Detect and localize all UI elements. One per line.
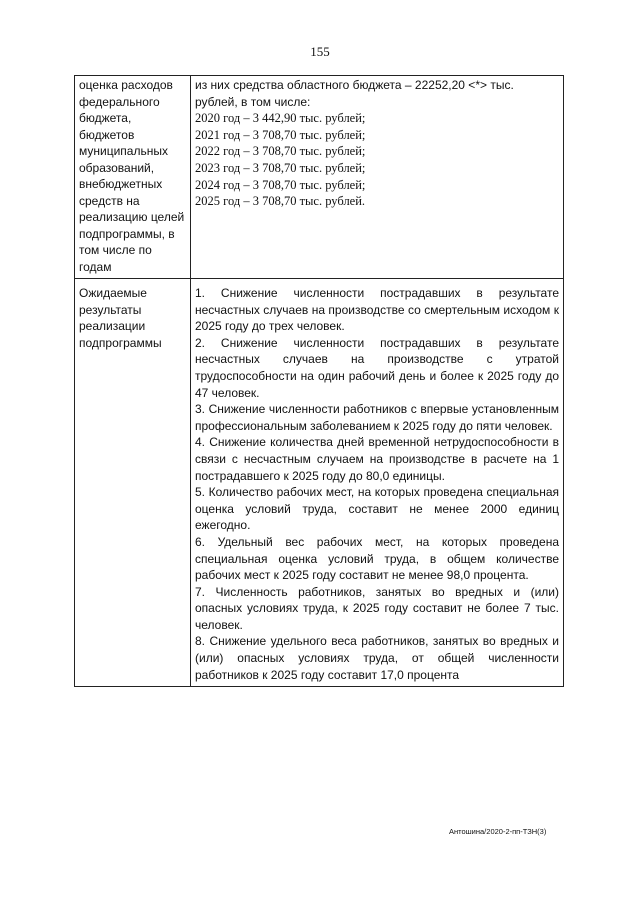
row-label-budget: оценка расходов федерального бюджета, бюджетов муниципальных образований, внебюджетных средств на реализацию целей подпрограммы, в том числе по годам — [75, 76, 191, 279]
table-row — [75, 279, 564, 687]
row-label-results: Ожидаемые результаты реализации подпрограммы — [75, 279, 191, 687]
budget-year-2022: 2022 год – 3 708,70 тыс. рублей; — [195, 144, 366, 159]
result-item-8: 8. Снижение удельного веса работников, занятых во вредных и (или) опасных условиях труда, от общей численности работников к 2025 году составит 17,0 процента — [195, 634, 559, 682]
result-item-7: 7. Численность работников, занятых во вредных и (или) опасных условиях труда, к 2025 году составит не более 7 тыс. человек. — [195, 584, 559, 632]
result-item-1: 1. Снижение численности пострадавших в результате несчастных случаев на производстве со смертельным исходом к 2025 году до трех человек. — [195, 286, 559, 334]
document-footer-code: Антошина/2020-2-пп-ТЗН(3) — [449, 827, 547, 836]
table-row — [75, 76, 564, 279]
result-item-5: 5. Количество рабочих мест, на которых проведена специальная оценка условий труда, составит не менее 2000 единиц ежегодно. — [195, 485, 559, 533]
page-number: 155 — [310, 44, 330, 59]
result-item-4: 4. Снижение количества дней временной нетрудоспособности в связи с несчастным случаем на производстве в расчете на 1 пострадавшего к 2025 году до 80,0 единицы. — [195, 435, 559, 483]
row-value-budget — [191, 76, 564, 279]
budget-year-2020: 2020 год – 3 442,90 тыс. рублей; — [195, 111, 366, 126]
budget-year-2021: 2021 год – 3 708,70 тыс. рублей; — [195, 127, 366, 142]
budget-year-2024: 2024 год – 3 708,70 тыс. рублей; — [195, 177, 366, 192]
result-item-3: 3. Снижение численности работников с впервые установленным профессиональным заболеванием к 2025 году до пяти человек. — [195, 402, 559, 433]
subprogram-passport-table — [74, 75, 564, 687]
budget-year-2023: 2023 год – 3 708,70 тыс. рублей; — [195, 160, 366, 175]
budget-intro: из них средства областного бюджета – 22252,20 <*> тыс. рублей, в том числе: — [195, 78, 514, 109]
result-item-2: 2. Снижение численности пострадавших в результате несчастных случаев на производстве с утратой трудоспособности на один рабочий день и более к 2025 году до 47 человек. — [195, 335, 559, 400]
result-item-6: 6. Удельный вес рабочих мест, на которых проведена специальная оценка условий труда, в общем количестве рабочих мест к 2025 году составит не менее 98,0 процента. — [195, 534, 559, 583]
budget-year-2025: 2025 год – 3 708,70 тыс. рублей. — [195, 194, 366, 209]
row-value-results — [191, 279, 564, 687]
